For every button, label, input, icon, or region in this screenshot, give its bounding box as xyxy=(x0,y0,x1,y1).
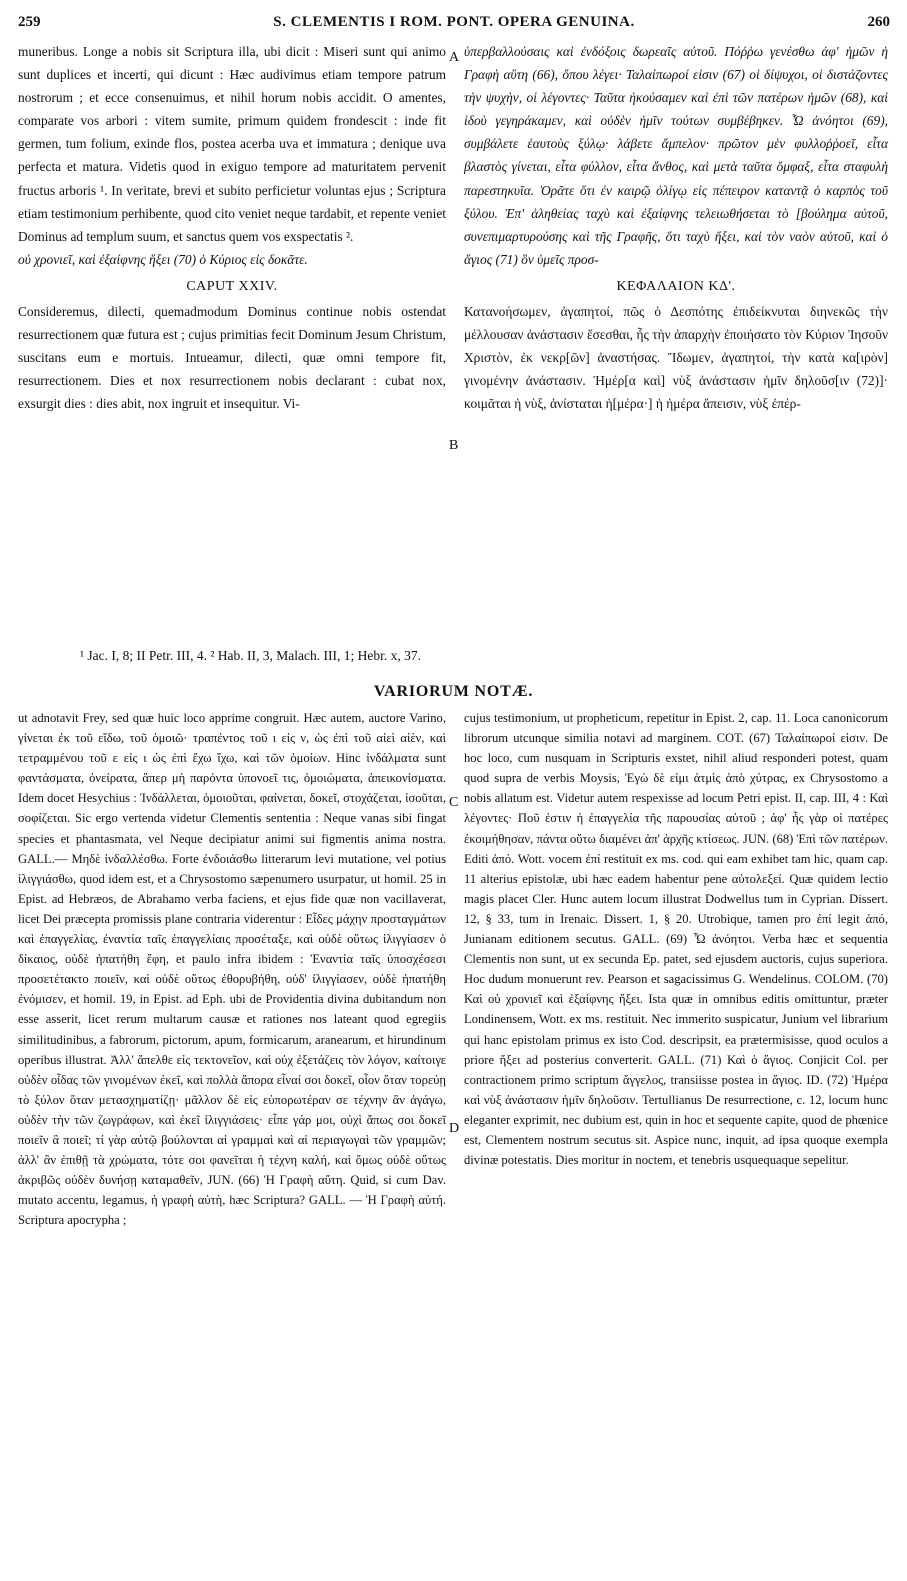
notes-column-right xyxy=(464,708,888,1170)
notes-column-left xyxy=(18,708,446,1230)
margin-marker-c: C xyxy=(449,795,459,810)
page-number-left: 259 xyxy=(18,14,41,30)
margin-marker-a: A xyxy=(449,50,460,65)
variorum-notes-heading: VARIORUM NOTÆ. xyxy=(373,683,534,700)
page-number-right: 260 xyxy=(867,14,890,30)
greek-inline-continuation: οὐ χρονιεῖ, καὶ ἐξαίφνης ἥξει (70) ὁ Κύριος εἰς δοκᾶτε. xyxy=(18,251,308,267)
running-title: S. CLEMENTIS I ROM. PONT. OPERA GENUINA. xyxy=(273,14,635,30)
latin-text-column xyxy=(18,40,446,416)
chapter-heading-latin: CAPUT XXIV. xyxy=(186,278,278,294)
notes-left-text: ut adnotavit Frey, sed quæ huic loco apprime congruit. Hæc autem, auctore Varino, γίνεται ἐκ τοῦ εἴδω, τοῦ ὁμοιῶ· τραπέντος τοῦ ι εἰς ν, ὡς ἐπὶ τοῦ αἰεὶ αἰὲν, καὶ τετραμμένου τοῦ ε εἰς ι ὡς ἐπὶ ἔχω ἴχω, καὶ τῶν ὁμοίων. Hinc ἰνδάλματα sunt φαντάσματα, ὀνείρατα, ἅπερ μὴ παρόντα ὑπονοεῖ τις, ὁμοιώματα, ἀπεικονίσματα. Idem docet Hesychius : Ἰνδάλλεται, ὁμοιοῦται, φαίνεται, δοκεῖ, στοχάζεται, ἰσοῦται, σοφίζεται. Sic ergo vertenda videtur Clementis sententia : Neque vanas sibi fingat species et phantasmata, vel Neque decipiatur animi sui figmentis anima nostra. GALL.— Μηδὲ ἰνδαλλέσθω. Forte ἐνδοιάσθω litterarum levi mutatione, vel potius ἰλιγγιάσθω, quod idem est, et a Chrysostomo sæpenumero usurpatur, ut homil. 25 in Epist. ad Hebræos, de Abrahamo verba faciens, et ejus fide quæ non vacillaverat, licet Dei præcepta promissis plane contraria viderentur : Εἶδες μάχην προσταγμάτων καὶ ἐπαγγελίας, ἐναντία ταῖς ἐπαγγελίαις προσέταξε, καὶ οὐδὲ οὕτως ἰλιγγίασεν ὁ δίκαιος, οὐδὲ ἠπατήθη ἔφη, et paulo infra ibidem : Ἐναντία ταῖς ὑποσχέσεσι προσετέτακτο ποιεῖν, καὶ οὐδὲ οὕτως ἐθορυβήθη, οὐδ' ἰλιγγίασεν, οὐδὲ ἠπατήθη ἐνόμισεν, et homil. 19, in Epist. ad Eph. ubi de Providentia divina dubitandum non esse asserit, licet rerum multarum causæ et rationes nos lateant quod egregiis similitudinibus, a fabrorum, pictorum, apum, formicarum, aranearum, et hirundinum operibus illustrat. Ἀλλ' ἄπελθε εἰς τεκτονεῖον, καὶ οὐχ ἐξετάζεις τὸν λόγον, καίτοιγε οὐδὲν οἶδας τῶν γινομένων ἐκεῖ, καὶ πολλὰ ἄπορα εἶναί σοι δοκεῖ, οἷον ὅταν τορεύῃ τὸ ξύλον ὅταν μετασχηματίζῃ· μᾶλλον δὲ εἰς εὐπορωτέραν σε τέχνην ἂν ἀγάγω, οὐδὲν τὴν τῶν ζωγράφων, καὶ ἐκεῖ ἰλιγγιάσεις· εἶπε γάρ μοι, οὐχὶ ἄπως σοι δοκεῖ ποιεῖν ἃ ποιεῖ; τί γὰρ αὐτῷ βούλονται αἱ γραμμαὶ καὶ αἱ περιαγωγαὶ τῶν γραμμῶν; ἀλλ' ἂν ἐπιθῇ τὰ χρώματα, τότε σοι φανεῖται ἡ τέχνη καλή, καὶ ὅμως οὐδὲ οὕτως ἀκριβῶς οὐδὲν δυνήσῃ καταμαθεῖν, JUN. (66) Ἡ Γραφὴ αὕτη. Quid, si cum Dav. mutato accentu, legamus, ἡ γραφὴ αὐτὴ, hæc Scriptura? GALL. — Ἡ Γραφὴ αὐτή. Scriptura apocrypha ; xyxy=(18,711,446,1228)
latin-paragraph-1: muneribus. Longe a nobis sit Scriptura illa, ubi dicit : Miseri sunt qui animo sunt duplices et incerti, qui dicunt : Hæc audivimus etiam tempore patrum nostrorum ; et ecce consenuimus, et nihil horum nobis accidit. O amentes, comparate vos arbori : vitem sumite, primum quidem frondescit : inde fit germen, tum folium, exinde flos, postea acerba uva et immatura ; denique uva perfecta et matura. Videtis quod in exiguo tempore ad maturitatem pervenit fructus arboris ¹. In veritate, brevi et subito perficietur voluntas ejus ; Scriptura etiam testimonium perhibente, quod cito veniet neque tardabit, et repente veniet Dominus ad templum suum, et sanctus quem vos exspectatis ². xyxy=(18,44,446,244)
notes-right-text: cujus testimonium, ut propheticum, repetitur in Epist. 2, cap. 11. Loca canonicorum librorum utcunque similia notavi ad marginem. COT. (67) Ταλαίπωροί εἰσιν. De hoc loco, cum nusquam in Scripturis exstet, nihil aliud responderi potest, quam quod supra de verbis Moysis, Ἐγὼ δὲ εἰμι ἀτμὶς ἀπὸ χύτρας, ex Chrysostomo a nobis allatum est. Videtur autem respexisse ad locum Petri epist. II, cap. III, 4 : Καὶ λέγοντες· Ποῦ ἐστιν ἡ ἐπαγγελία τῆς παρουσίας αὐτοῦ ; ἀφ' ἧς γὰρ οἱ πατέρες ἐκοιμήθησαν, πάντα οὕτω διαμένει ἀπ' ἀρχῆς κτίσεως. JUN. (68) Ἐπὶ τῶν πατέρων. Editi ἀπό. Wott. vocem ἐπί restituit ex ms. cod. qui eam exhibet tam hic, quam cap. 11 alterius epistolæ, ubi hæc eadem habentur pene αὐτολεξεί. Quæ quidem lectio magis placet Cler. Hunc autem locum illustrat Dodwellus tum in Cyprian. Dissert. 12, § 33, tum in Irenaic. Dissert. 1, § 20. Utrobique, tamen pro ἐπί legit ἀπό, Junianam editionem secutus. GALL. (69) Ὦ ἀνόητοι. Verba hæc et sequentia Clementis non sunt, ut ex secunda Ep. patet, sed ejusdem auctoris, cujus superiora. Hoc dudum monuerunt rev. Pearson et sagacissimus G. Wendelinus. COLOM. (70) Καὶ οὐ χρονιεῖ καὶ ἐξαίφνης ἥξει. Ista quæ in omnibus editis omittuntur, præter Londinensem, Wott. ex ms. restituit. Nec immerito suspicatur, Junium vel librarium qui hanc epistolam primus ex isto Cod. descripsit, ea prætermisisse, quod oculos a priore ἥξει ad posterius converterit. GALL. (71) Καὶ ὁ ἅγιος. Conjicit Col. per contractionem primo scriptum ἄγγελος, transiisse postea in ἅγιος. ID. (72) Ἡμέρα καὶ νὺξ ἀνάστασιν ἡμῖν δηλοῦσιν. Tertullianus De resurrectione, c. 12, locum hunc eleganter exprimit, nec dubium est, quin in hoc et sequente capite, quod de phœnice est, Clementem nostrum secutus sit. Aspice nunc, inquit, ad ipsa quoque exempla divinæ potestatis. Dies moritur in noctem, et tenebris usquequaque sepelitur. xyxy=(464,711,888,1168)
scripture-footnotes: ¹ Jac. I, 8; II Petr. III, 4. ² Hab. II, 3, Malach. III, 1; Hebr. x, 37. xyxy=(80,648,422,663)
greek-text-column xyxy=(464,40,888,416)
greek-paragraph-1: ὑπερβαλλούσαις καὶ ἐνδόξοις δωρεαῖς αὐτοῦ. Πόῤῥω γενέσθω ἀφ' ἡμῶν ἡ Γραφὴ αὕτη (66), ὅπου λέγει· Ταλαίπωροί εἰσιν (67) οἱ δίψυχοι, οἱ διστάζοντες τὴν ψυχὴν, οἱ λέγοντες· Ταῦτα ἠκούσαμεν καὶ ἐπὶ τῶν πατέρων ἡμῶν (68), καὶ ἰδοὺ γεγηράκαμεν, καὶ οὐδὲν ἡμῖν τούτων συμβέβηκεν. Ὦ ἀνόητοι (69), συμβάλετε ἑαυτοὺς ξύλῳ· λάβετε ἄμπελον· πρῶτον μὲν φυλλοῤῥοεῖ, εἶτα βλαστὸς γίνεται, εἶτα φύλλον, εἶτα ἄνθος, καὶ μετὰ ταῦτα ὄμφαξ, εἶτα σταφυλὴ παρεστηκυῖα. Ὁρᾶτε ὅτι ἐν καιρῷ ὀλίγῳ εἰς πέπειρον καταντᾷ ὁ καρπὸς τοῦ ξύλου. Ἐπ' ἀληθείας ταχὺ καὶ ἐξαίφνης τελειωθήσεται τὸ [βούλημα αὐτοῦ, συνεπιμαρτυρούσης καὶ τῆς Γραφῆς, ὅτι ταχὺ ἥξει, καὶ τὸν ναὸν αὐτοῦ, καὶ ὁ ἅγιος (71) ὃν ὑμεῖς προσ- xyxy=(464,44,888,267)
chapter-heading-greek: ΚΕΦΑΛΑΙΟΝ ΚΔ'. xyxy=(616,278,736,294)
greek-paragraph-2: Κατανοήσωμεν, ἀγαπητοί, πῶς ὁ Δεσπότης ἐπιδείκνυται διηνεκῶς τὴν μέλλουσαν ἀνάστασιν ἔσεσθαι, ἧς τὴν ἀπαρχὴν ἐποιήσατο τὸν Κύριον Ἰησοῦν Χριστὸν, ἐκ νεκρ[ῶν] ἀναστήσας. Ἴδωμεν, ἀγαπητοί, τὴν κατὰ κα[ιρὸν] γινομένην ἀνάστασιν. Ἡμέρ[α καὶ] νὺξ ἀνάστασιν ἡμῖν δηλοῦσ[ιν (72)]· κοιμᾶται ἡ νὺξ, ἀνίσταται ἡ[μέρα·] ἡ ἡμέρα ἄπεισιν, νὺξ ἐπέρ- xyxy=(464,304,888,412)
margin-marker-b: B xyxy=(449,438,459,453)
latin-paragraph-2: Consideremus, dilecti, quemadmodum Dominus continue nobis ostendat resurrectionem quæ futura est ; cujus primitias fecit Dominum Jesum Christum, suscitans eum e mortuis. Intueamur, dilecti, quæ omni tempore fit, resurrectionem. Dies et nox resurrectionem nobis declarant : cubat nox, exsurgit dies : dies abit, nox ingruit et insequitur. Vi- xyxy=(18,304,446,412)
page-header xyxy=(18,14,890,34)
margin-marker-d: D xyxy=(449,1121,460,1136)
